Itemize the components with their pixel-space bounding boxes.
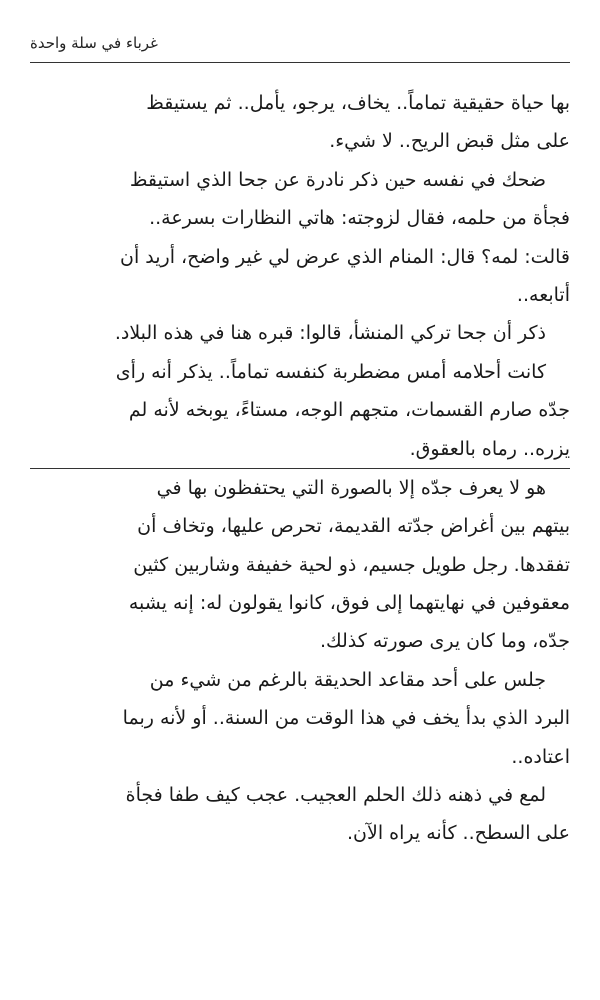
header-rule <box>30 62 570 63</box>
text-line: كانت أحلامه أمس مضطربة كنفسه تماماً.. يذكر أنه رأى <box>115 360 546 383</box>
paragraph <box>30 776 570 853</box>
paragraph <box>30 661 570 776</box>
text-line: البرد الذي بدأ يخف في هذا الوقت من السنة.. أو لأنه ربما <box>122 707 570 730</box>
paragraph <box>30 314 570 352</box>
paragraph <box>30 469 570 661</box>
paragraph <box>30 353 570 468</box>
paragraph <box>30 84 570 161</box>
text-line: بها حياة حقيقية تماماً.. يخاف، يرجو، يأمل.. ثم يستيقظ <box>146 92 570 114</box>
text-line: لمع في ذهنه ذلك الحلم العجيب. عجب كيف طفا فجأة <box>125 784 546 807</box>
text-line: فجأة من حلمه، فقال لزوجته: هاتي النظارات بسرعة.. <box>149 207 570 230</box>
text-line: اعتاده.. <box>511 745 570 768</box>
paragraph <box>30 161 570 315</box>
text-line: قالت: لمه؟ قال: المنام الذي عرض لي غير واضح، أريد أن <box>120 245 570 268</box>
text-line: جدّه، وما كان يرى صورته كذلك. <box>319 630 570 653</box>
text-line: جدّه صارم القسمات، متجهم الوجه، مستاءً، يوبخه لأنه لم <box>128 399 570 422</box>
text-line: ضحك في نفسه حين ذكر نادرة عن جحا الذي استيقظ <box>129 168 546 191</box>
text-line: هو لا يعرف جدّه إلا بالصورة التي يحتفظون بها في <box>156 476 546 499</box>
text-line: أتابعه.. <box>516 283 570 306</box>
text-line: جلس على أحد مقاعد الحديقة بالرغم من شيء من <box>149 668 546 691</box>
text-line: على السطح.. كأنه يراه الآن. <box>347 822 570 845</box>
running-head-title: غرباء في سلة واحدة <box>30 34 158 52</box>
text-line: تفقدها. رجل طويل جسيم، ذو لحية خفيفة وشاربين كثين <box>133 553 570 576</box>
body-text <box>30 84 570 853</box>
text-line: على مثل قبض الريح.. لا شيء. <box>329 130 570 153</box>
text-line: معقوفين في نهايتهما إلى فوق، كانوا يقولون له: إنه يشبه <box>128 592 570 615</box>
text-line: بيتهم بين أغراض جدّته القديمة، تحرص عليها، وتخاف أن <box>137 515 570 538</box>
text-line: يزره.. رماه بالعقوق. <box>409 437 570 460</box>
text-line: ذكر أن جحا تركي المنشأ، قالوا: قبره هنا في هذه البلاد. <box>114 322 546 345</box>
